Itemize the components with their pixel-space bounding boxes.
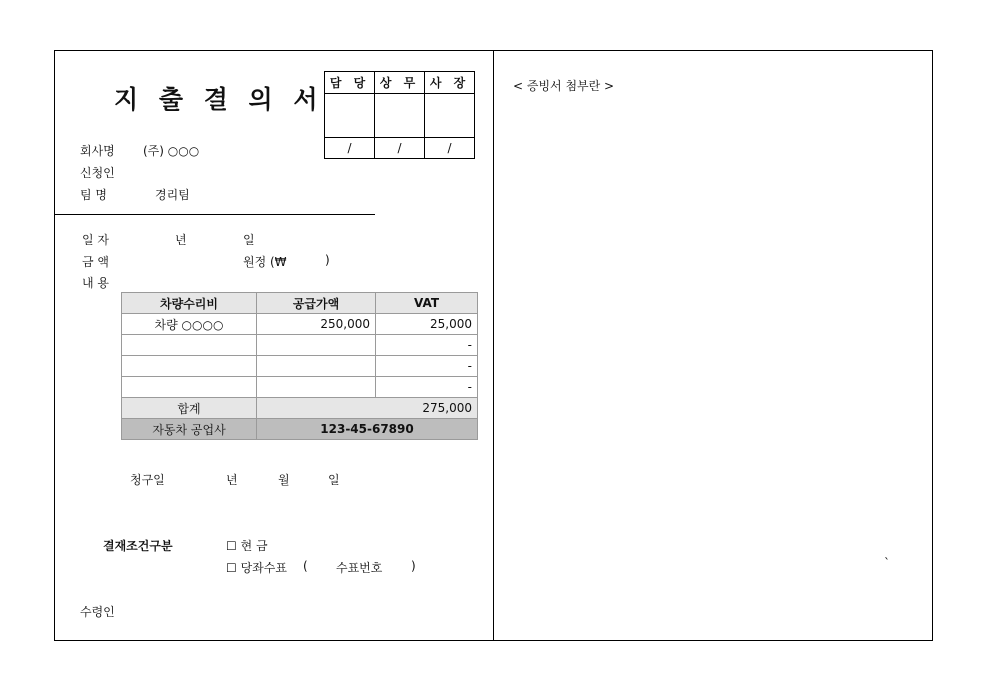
amount-unit: 원정 (₩ xyxy=(243,255,287,269)
total-label: 합계 xyxy=(122,398,257,419)
applicant-label: 신청인 xyxy=(80,166,115,180)
item-cell[interactable]: 차량 ○○○○ xyxy=(122,314,257,335)
claim-day: 일 xyxy=(328,473,340,487)
vat-cell[interactable]: - xyxy=(376,356,478,377)
vat-cell[interactable]: 25,000 xyxy=(376,314,478,335)
approval-date-director[interactable]: / xyxy=(375,138,425,159)
approval-sign-manager[interactable] xyxy=(325,94,375,138)
header-divider xyxy=(54,214,375,215)
company-label: 회사명 xyxy=(80,144,115,158)
vat-cell[interactable]: - xyxy=(376,335,478,356)
content-label: 내 용 xyxy=(82,276,109,290)
payment-label: 결재조건구분 xyxy=(103,539,173,553)
approval-box xyxy=(324,71,475,159)
header-supply: 공급가액 xyxy=(257,293,376,314)
amount-close: ) xyxy=(325,253,330,267)
item-cell[interactable] xyxy=(122,335,257,356)
check-close-paren: ) xyxy=(411,559,416,573)
attachment-label: < 증빙서 첨부란 > xyxy=(513,79,615,93)
header-vat: VAT xyxy=(376,293,478,314)
total-value: 275,000 xyxy=(257,398,478,419)
receiver-label: 수령인 xyxy=(80,605,115,619)
table-header-row xyxy=(122,293,478,314)
item-cell[interactable] xyxy=(122,356,257,377)
supply-cell[interactable]: 250,000 xyxy=(257,314,376,335)
approval-date-president[interactable]: / xyxy=(425,138,475,159)
check-number-label: 수표번호 xyxy=(336,561,383,575)
date-label: 일 자 xyxy=(82,233,109,247)
amount-label: 금 액 xyxy=(82,255,109,269)
team-label: 팀 명 xyxy=(80,188,107,202)
table-row xyxy=(122,377,478,398)
claim-month: 월 xyxy=(278,473,290,487)
supply-cell[interactable] xyxy=(257,377,376,398)
item-cell[interactable] xyxy=(122,377,257,398)
date-year-label: 년 xyxy=(175,233,187,247)
approval-sign-director[interactable] xyxy=(375,94,425,138)
header-item: 차량수리비 xyxy=(122,293,257,314)
expense-table xyxy=(121,292,478,440)
document-title: 지 출 결 의 서 xyxy=(114,85,324,114)
claim-year: 년 xyxy=(226,473,238,487)
vendor-row xyxy=(122,419,478,440)
column-divider xyxy=(493,50,494,641)
date-day-label: 일 xyxy=(243,233,255,247)
claim-label: 청구일 xyxy=(130,473,165,487)
total-row xyxy=(122,398,478,419)
approval-sign-president[interactable] xyxy=(425,94,475,138)
approval-date-manager[interactable]: / xyxy=(325,138,375,159)
payment-check-option[interactable]: ☐ 당좌수표 xyxy=(226,561,287,575)
table-row xyxy=(122,335,478,356)
approval-header-director: 상 무 xyxy=(375,72,425,94)
team-value[interactable]: 경리팀 xyxy=(155,188,190,202)
table-row xyxy=(122,356,478,377)
payment-cash-option[interactable]: ☐ 현 금 xyxy=(226,539,268,553)
approval-header-president: 사 장 xyxy=(425,72,475,94)
vendor-number[interactable]: 123-45-67890 xyxy=(257,419,478,440)
approval-header-manager: 담 당 xyxy=(325,72,375,94)
stray-mark: ` xyxy=(884,556,890,570)
supply-cell[interactable] xyxy=(257,335,376,356)
company-value[interactable]: (주) ○○○ xyxy=(143,144,200,158)
check-open-paren: ( xyxy=(303,559,308,573)
supply-cell[interactable] xyxy=(257,356,376,377)
table-row xyxy=(122,314,478,335)
vat-cell[interactable]: - xyxy=(376,377,478,398)
vendor-name[interactable]: 자동차 공업사 xyxy=(122,419,257,440)
